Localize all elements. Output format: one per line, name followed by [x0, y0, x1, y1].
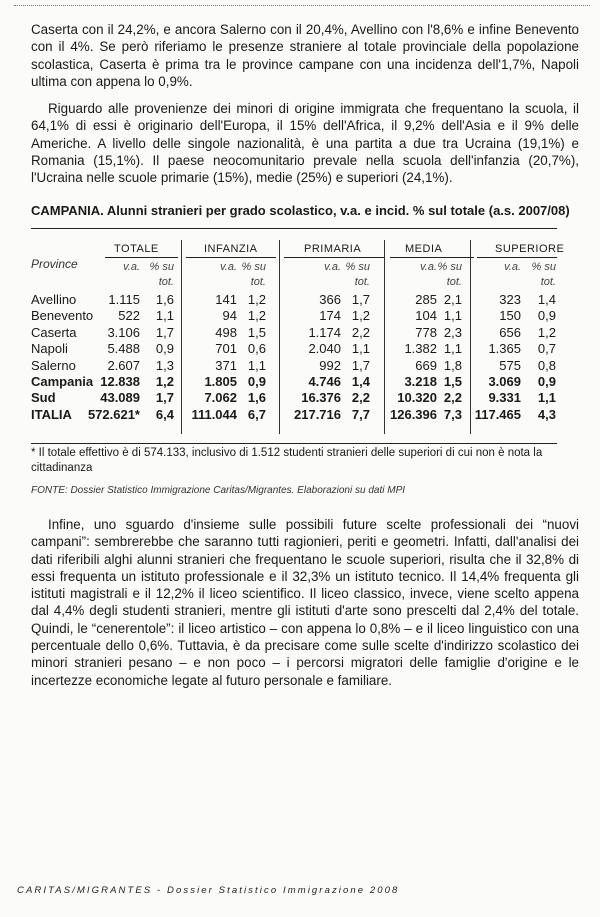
column-group-header: PRIMARIA — [304, 243, 362, 255]
table-cell: 1,1 — [351, 341, 370, 357]
table-cell: 366 — [319, 292, 341, 307]
table-cell: 0,7 — [537, 341, 556, 357]
table-cell: 2,3 — [443, 324, 462, 340]
table-cell: 16.376 — [301, 390, 341, 406]
paragraph-2: Riguardo alle provenienze dei minori di origine immigrata che frequentano la scuola, il 64,1% di essi è originario dell'Europa, il 15% dell'Africa, il 9,2% dell'Asia e il 9% delle Americhe. A livello delle singole nazionalità, è una partita a due tra Ucraina (19,1%) e Romania (15,1%). Il paese neocomunitario prevale nella scuola dell'infanzia (20,7%), l'Ucraina nelle scuole primarie (15%), medie (25%) e superiori (24,1%). — [31, 101, 579, 186]
group-underline — [477, 257, 557, 258]
table-cell: 5.488 — [107, 341, 140, 357]
table-cell: 174 — [319, 308, 341, 324]
sub-header-tot: tot. — [540, 276, 556, 288]
sub-header-tot: tot. — [158, 276, 174, 288]
table-cell: 117.465 — [474, 406, 521, 422]
paragraph-3: Infine, uno sguardo d'insieme sulle possibili future scelte professionali dei “nuovi campani”: sembrerebbe che saranno tutti ragionieri, periti e geometri. Infatti, dall'analisi dei dati riferibili alghi alunni stranieri che frequentano le scuole superiori, risulta che il 32,8% di essi frequenta un istituto professionale e il 32,3% un istituto tecnico. Il 14,4% frequenta gli istituti magistrali e il 12,2% il liceo scientifico. Il liceo classico, invece, viene scelto appena dal 4,4% degli studenti stranieri, mentre gli istituti d'arte sono prescelti dal 2,4% del totale. Quindi, le “cenerentole”: il liceo artistico – con appena lo 0,8% – e il liceo linguistico con una percentuale dello 0,6%. Tuttavia, è da precisare come sulle scelte d'indirizzo scolastico dei minori stranieri pesano – e non poco – i percorsi migratori delle famiglie d'origine e le incertezze economiche legate al futuro personale e familiare. — [31, 517, 579, 688]
table-cell: 1,1 — [247, 357, 266, 373]
table-footnote: * Il totale effettivo è di 574.133, inclusivo di 1.512 studenti stranieri delle superiori di cui non è nota la cittadinanza — [31, 447, 543, 474]
column-group-header: TOTALE — [114, 243, 159, 255]
table-cell: 1,3 — [155, 357, 174, 373]
table-cell: 2.040 — [308, 341, 341, 357]
table-cell: 7,7 — [351, 406, 370, 422]
table-cell: 669 — [415, 357, 437, 373]
table-cell: 323 — [499, 292, 521, 307]
table-cell: 1,1 — [155, 308, 174, 324]
table-cell: 1.174 — [308, 324, 341, 340]
column-group-header: MEDIA — [405, 243, 443, 255]
table-cell: 104 — [415, 308, 437, 324]
group-underline — [105, 257, 178, 258]
table-cell: 3.218 — [404, 374, 437, 389]
sub-header-va: v.a. — [504, 261, 521, 273]
top-dotted-rule — [14, 5, 590, 6]
table-cell: 1,7 — [155, 390, 174, 406]
table-cell: 1,2 — [537, 324, 556, 340]
table-cell: 656 — [499, 324, 521, 340]
group-underline — [186, 257, 276, 258]
table-row-province: Caserta — [31, 324, 77, 340]
column-group-header: SUPERIORE — [495, 243, 565, 255]
table-row-province: Benevento — [31, 308, 94, 324]
paragraph-1: Caserta con il 24,2%, e ancora Salerno con il 20,4%, Avellino con l'8,6% e infine Benevento con il 4%. Se però riferiamo le presenze straniere al totale provinciale della popolazione scolastica, Caserta è prima tra le province campane con una incidenza dell'1,7%, Napoli ultima con appena lo 0,9%. — [31, 22, 579, 89]
sub-header-va: v.a. — [123, 261, 140, 273]
column-group-header: INFANZIA — [204, 243, 258, 255]
table-cell: 0,9 — [247, 374, 266, 389]
table-cell: 2,2 — [351, 324, 370, 340]
table-cell: 572.621* — [87, 406, 140, 422]
table-cell: 1,6 — [155, 292, 174, 307]
table-source: FONTE: Dossier Statistico Immigrazione Caritas/Migrantes. Elaborazioni su dati MPI — [31, 485, 406, 496]
table-cell: 1,5 — [247, 324, 266, 340]
table-cell: 12.838 — [100, 374, 140, 389]
table-cell: 1,6 — [247, 390, 266, 406]
table-cell: 1.365 — [488, 341, 521, 357]
table-cell: 1.382 — [404, 341, 437, 357]
table-row-province: Napoli — [31, 341, 68, 357]
table-cell: 498 — [215, 324, 237, 340]
table-cell: 111.044 — [191, 406, 237, 422]
table-cell: 2,2 — [351, 390, 370, 406]
table-cell: 1,7 — [351, 292, 370, 307]
table-row-province: ITALIA — [31, 406, 72, 422]
table-cell: 1,8 — [443, 357, 462, 373]
table-cell: 2,1 — [443, 292, 462, 307]
sub-header-pct: % su — [149, 261, 174, 273]
sub-header-pct: % su — [241, 261, 266, 273]
province-column-header: Province — [31, 257, 78, 271]
sub-header-tot: tot. — [354, 276, 370, 288]
sub-header-va: v.a. — [220, 261, 237, 273]
table-cell: 1,7 — [155, 324, 174, 340]
table-cell: 0,6 — [247, 341, 266, 357]
table-cell: 575 — [499, 357, 521, 373]
table-cell: 94 — [222, 308, 237, 324]
table-cell: 1,7 — [351, 357, 370, 373]
sub-header-va: v.a. — [420, 261, 437, 273]
table-cell: 1,2 — [247, 292, 266, 307]
group-underline — [390, 257, 474, 258]
table-cell: 4,3 — [537, 406, 556, 422]
table-cell: 522 — [118, 308, 140, 324]
table-cell: 0,9 — [537, 374, 556, 389]
table-top-rule — [31, 228, 557, 229]
table-cell: 2,2 — [443, 390, 462, 406]
table-cell: 1,2 — [247, 308, 266, 324]
table-cell: 701 — [215, 341, 237, 357]
table-cell: 2.607 — [107, 357, 140, 373]
table-bottom-rule — [31, 443, 557, 444]
table-cell: 7.062 — [204, 390, 237, 406]
table-cell: 1,4 — [537, 292, 556, 307]
table-row-province: Campania — [31, 374, 94, 389]
table-cell: 43.089 — [100, 390, 140, 406]
table-cell: 0,9 — [537, 308, 556, 324]
table-title: CAMPANIA. Alunni stranieri per grado scolastico, v.a. e incid. % sul totale (a.s. 2007/08) — [31, 203, 570, 218]
table-row-province: Salerno — [31, 357, 76, 373]
sub-header-tot: tot. — [250, 276, 266, 288]
table-cell: 6,4 — [155, 406, 174, 422]
table-cell: 1,2 — [351, 308, 370, 324]
sub-header-pct: % su — [531, 261, 556, 273]
table-cell: 217.716 — [294, 406, 341, 422]
table-cell: 778 — [415, 324, 437, 340]
table-cell: 0,9 — [155, 341, 174, 357]
sub-header-tot: tot. — [446, 276, 462, 288]
table-cell: 126.396 — [390, 406, 437, 422]
table-row-province: Sud — [31, 390, 56, 406]
table-cell: 3.106 — [107, 324, 140, 340]
table-cell: 3.069 — [488, 374, 521, 389]
table-cell: 992 — [319, 357, 341, 373]
table-cell: 4.746 — [308, 374, 341, 389]
table-cell: 1,1 — [537, 390, 556, 406]
table-cell: 1,5 — [443, 374, 462, 389]
table-cell: 150 — [499, 308, 521, 324]
table-cell: 1.805 — [204, 374, 237, 389]
table-cell: 1,1 — [443, 341, 462, 357]
table-cell: 371 — [215, 357, 237, 373]
table-cell: 1,4 — [351, 374, 370, 389]
group-underline — [284, 257, 384, 258]
page-footer: CARITAS/MIGRANTES - Dossier Statistico Immigrazione 2008 — [17, 885, 400, 896]
sub-header-va: v.a. — [324, 261, 341, 273]
table-cell: 9.331 — [488, 390, 521, 406]
table-cell: 0,8 — [537, 357, 556, 373]
table-cell: 1.115 — [108, 292, 140, 307]
table-cell: 1,1 — [443, 308, 462, 324]
table-cell: 10.320 — [397, 390, 437, 406]
table-cell: 285 — [415, 292, 437, 307]
table-row-province: Avellino — [31, 292, 77, 307]
table-cell: 7,3 — [443, 406, 462, 422]
sub-header-pct: % su — [345, 261, 370, 273]
table-cell: 1,2 — [155, 374, 174, 389]
sub-header-pct: % su — [437, 261, 462, 273]
table-cell: 6,7 — [247, 406, 266, 422]
table-cell: 141 — [215, 292, 237, 307]
